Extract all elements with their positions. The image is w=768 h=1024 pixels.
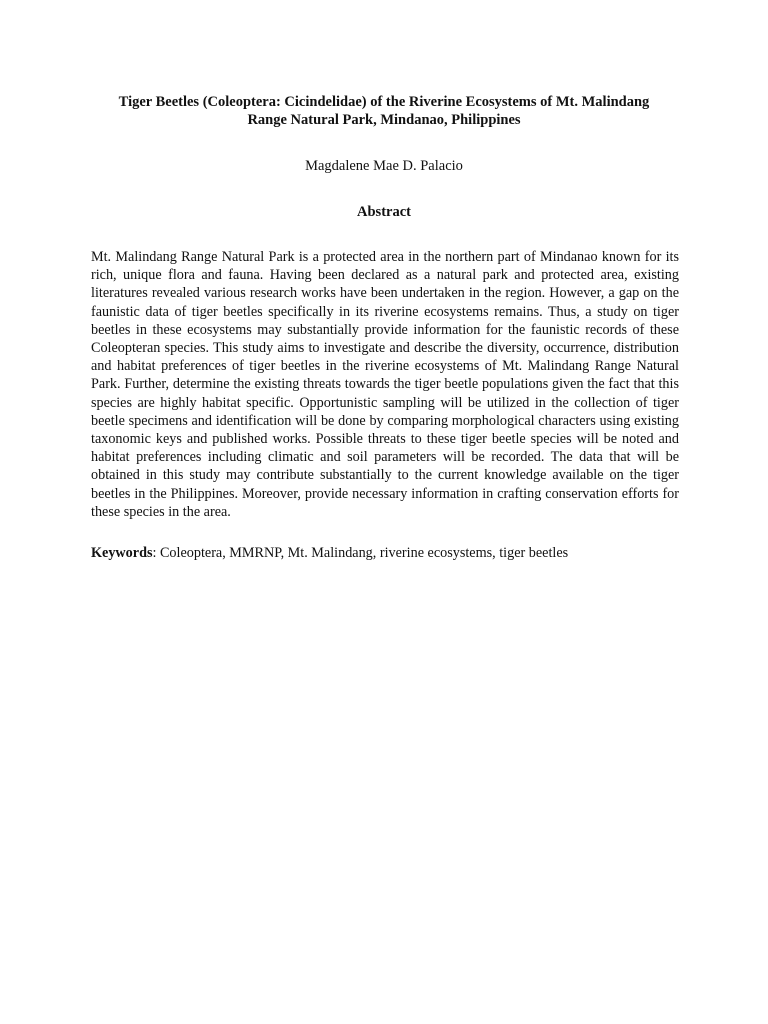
author-name: Magdalene Mae D. Palacio: [305, 158, 463, 174]
keywords-list: : Coleoptera, MMRNP, Mt. Malindang, riverine ecosystems, tiger beetles: [152, 545, 569, 561]
keywords-label: Keywords: [91, 545, 153, 561]
paper-title: [96, 93, 672, 129]
paper-title-line-2: Range Natural Park, Mindanao, Philippines: [247, 112, 521, 128]
abstract-heading: Abstract: [357, 204, 411, 220]
paper-title-line-1: Tiger Beetles (Coleoptera: Cicindelidae) of the Riverine Ecosystems of Mt. Malindang: [118, 94, 650, 110]
keywords-line: [91, 544, 679, 562]
abstract-body: Mt. Malindang Range Natural Park is a protected area in the northern part of Mindanao known for its rich, unique flora and fauna. Having been declared as a natural park and protected area, existing literatures revealed various research works have been undertaken in the region. However, a gap on the faunistic data of tiger beetles specifically in its riverine ecosystems remains. Thus, a study on tiger beetles in these ecosystems may substantially provide information for the faunistic records of these Coleopteran species. This study aims to investigate and describe the diversity, occurrence, distribution and habitat preferences of tiger beetles in the riverine ecosystems of Mt. Malindang Range Natural Park. Further, determine the existing threats towards the tiger beetle populations given the fact that this species are highly habitat specific. Opportunistic sampling will be utilized in the collection of tiger beetle specimens and identification will be done by comparing morphological characters using existing taxonomic keys and published works. Possible threats to these tiger beetle species will be noted and habitat preferences including climatic and soil parameters will be recorded. The data that will be obtained in this study may contribute substantially to the current knowledge available on the tiger beetles in the Philippines. Moreover, provide necessary information in crafting conservation efforts for these species in the area.: [91, 249, 679, 520]
